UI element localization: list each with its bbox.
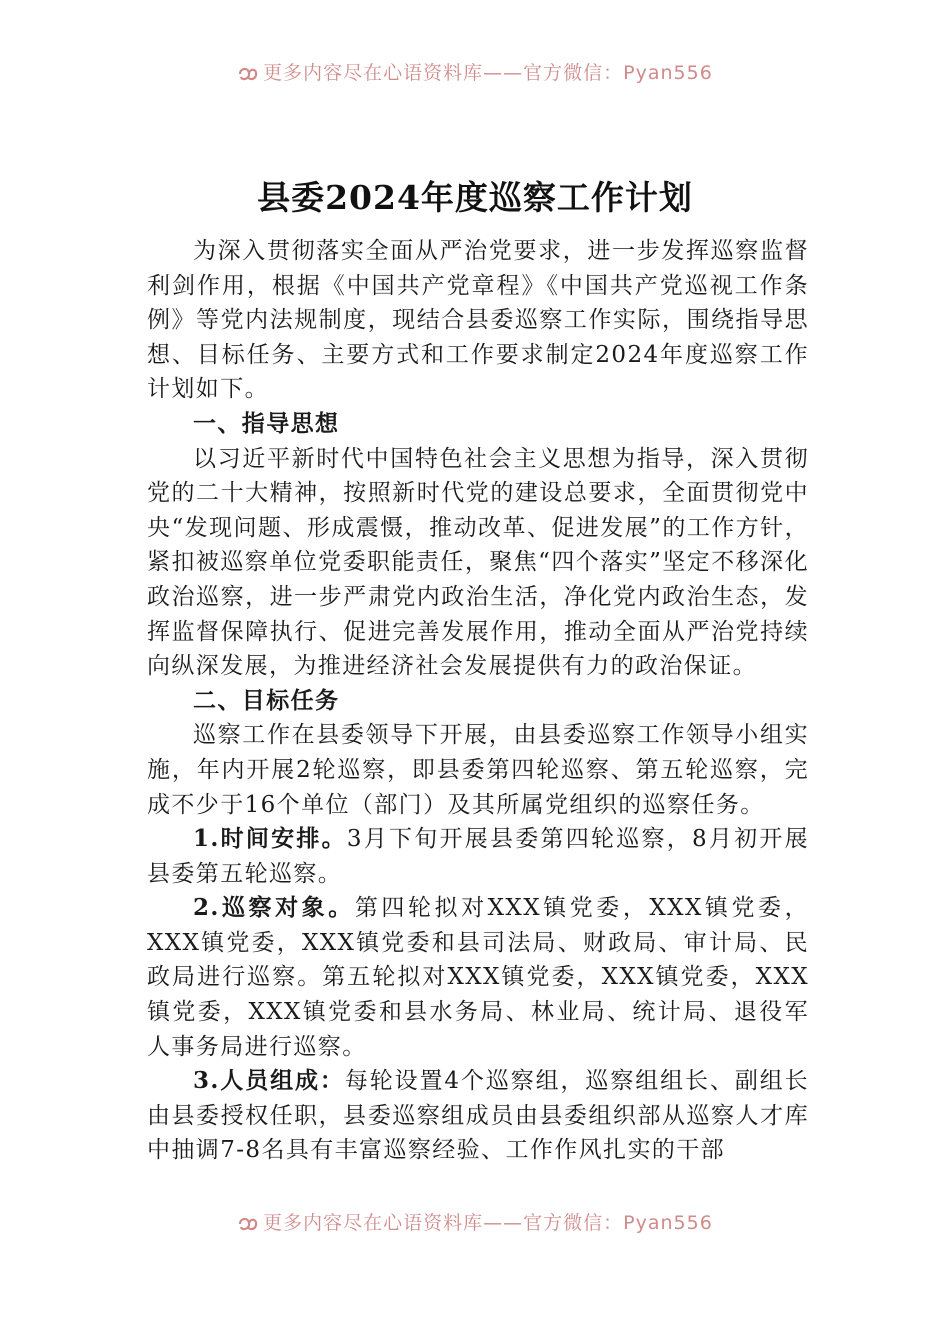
section-heading-goals: 二、目标任务 xyxy=(193,687,340,714)
item-lead: 2.巡察对象。 xyxy=(193,894,355,922)
item-text: 3月下旬开展县委第四轮巡察，8月初开展县委第五轮巡察。 xyxy=(147,826,809,887)
document-title: 县委2024年度巡察工作计划 xyxy=(257,178,693,217)
watermark-text: 更多内容尽在心语资料库——官方微信：Pyan556 xyxy=(263,62,713,84)
section-paragraph-goals: 巡察工作在县委领导下开展，由县委巡察工作领导小组实施，年内开展2轮巡察，即县委第四轮巡察、第五轮巡察，完成不少于16个单位（部门）及其所属党组织的巡察任务。 xyxy=(147,722,809,818)
item-lead: 1.时间安排。 xyxy=(193,825,347,853)
item-text: 第四轮拟对XXX镇党委，XXX镇党委，XXX镇党委，XXX镇党委和县司法局、财政局、审计局、民政局进行巡察。第五轮拟对XXX镇党委，XXX镇党委，XXX镇党委，XXX镇党委和县水务局、林业局、统计局、退役军人事务局进行巡察。 xyxy=(147,895,809,1060)
logo-icon xyxy=(237,1215,259,1233)
item-text: 每轮设置4个巡察组，巡察组组长、副组长由县委授权任职，县委巡察组成员由县委组织部从巡察人才库中抽调7-8名具有丰富巡察经验、工作作风扎实的干部 xyxy=(147,1068,810,1164)
section-paragraph-guiding-ideology: 以习近平新时代中国特色社会主义思想为指导，深入贯彻党的二十大精神，按照新时代党的建设总要求，全面贯彻党中央“发现问题、形成震慑，推动改革、促进发展”的工作方针，紧扣被巡察单位党委职能责任，聚焦“四个落实”坚定不移深化政治巡察，进一步严肃党内政治生活，净化党内政治生态，发挥监督保障执行、促进完善发展作用，推动全面从严治党持续向纵深发展，为推进经济社会发展提供有力的政治保证。 xyxy=(147,445,809,680)
watermark-footer xyxy=(0,1208,950,1235)
document-body xyxy=(147,234,809,1168)
watermark-text: 更多内容尽在心语资料库——官方微信：Pyan556 xyxy=(263,1212,713,1234)
section-heading-guiding-ideology: 一、指导思想 xyxy=(193,410,340,437)
item-schedule xyxy=(147,822,809,891)
intro-paragraph: 为深入贯彻落实全面从严治党要求，进一步发挥巡察监督利剑作用，根据《中国共产党章程》《中国共产党巡视工作条例》等党内法规制度，现结合县委巡察工作实际，围绕指导思想、目标任务、主要方式和工作要求制定2024年度巡察工作计划如下。 xyxy=(147,238,809,403)
item-personnel xyxy=(147,1064,809,1168)
watermark-header xyxy=(0,58,950,85)
item-inspection-targets xyxy=(147,891,809,1064)
logo-icon xyxy=(237,65,259,83)
item-lead: 3.人员组成： xyxy=(193,1067,345,1095)
